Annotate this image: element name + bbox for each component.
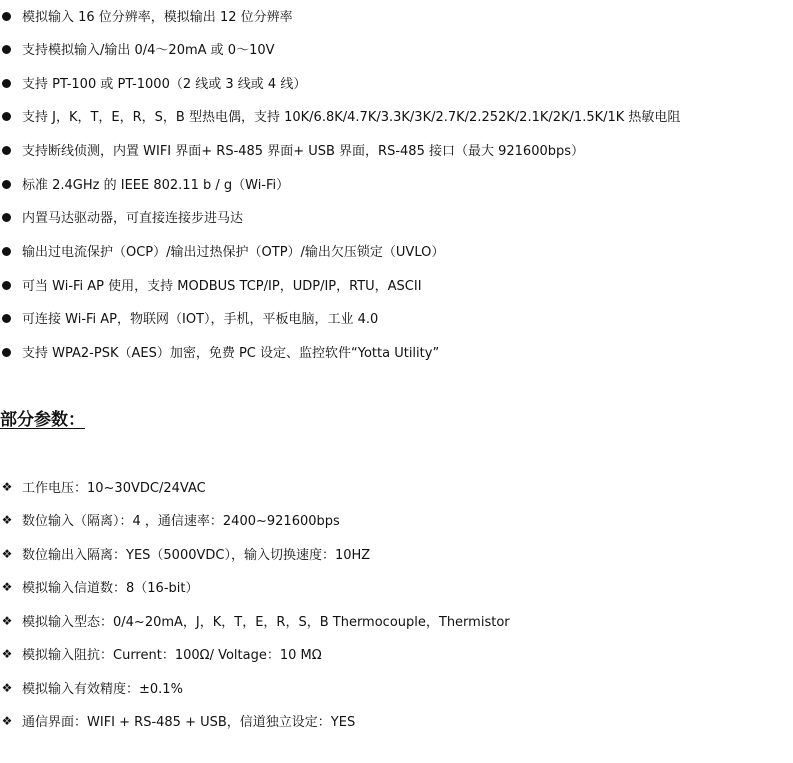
diamond-bullet-icon: ❖ xyxy=(1,647,13,661)
param-item xyxy=(0,471,206,505)
feature-text: 可连接 Wi-Fi AP，物联网（IOT），手机，平板电脑，工业 4.0 xyxy=(22,312,379,327)
feature-item xyxy=(0,236,444,270)
param-text: 模拟输入型态：0/4~20mA，J，K，T，E，R，S，B Thermocouple，Thermistor xyxy=(22,615,510,630)
bullet-icon xyxy=(2,314,11,323)
feature-item xyxy=(0,202,243,236)
feature-item xyxy=(0,303,378,337)
feature-item xyxy=(0,101,680,135)
bullet-icon xyxy=(2,146,11,155)
diamond-bullet-icon: ❖ xyxy=(1,580,13,594)
feature-text: 内置马达驱动器，可直接连接步进马达 xyxy=(22,211,244,226)
feature-item xyxy=(0,337,439,371)
feature-text: 支持模拟输入/输出 0/4～20mA 或 0～10V xyxy=(22,43,275,58)
feature-text: 支持 WPA2-PSK（AES）加密，免费 PC 设定、监控软件“Yotta Utility” xyxy=(22,346,440,361)
diamond-bullet-icon: ❖ xyxy=(1,614,13,628)
param-item xyxy=(0,605,510,639)
bullet-icon xyxy=(2,281,11,290)
param-text: 模拟输入阻抗：Current：100Ω/ Voltage：10 MΩ xyxy=(22,648,322,663)
diamond-bullet-icon: ❖ xyxy=(1,681,13,695)
diamond-bullet-icon: ❖ xyxy=(1,714,13,728)
param-item xyxy=(0,571,198,605)
param-text: 数位输入（隔离）：4 ，通信速率：2400~921600bps xyxy=(22,514,340,529)
bullet-icon xyxy=(2,247,11,256)
bullet-icon xyxy=(2,180,11,189)
feature-item xyxy=(0,68,306,102)
bullet-icon xyxy=(2,45,11,54)
param-item xyxy=(0,705,355,739)
feature-item xyxy=(0,135,584,169)
bullet-icon xyxy=(2,12,11,21)
bullet-icon xyxy=(2,79,11,88)
param-item xyxy=(0,504,340,538)
bullet-icon xyxy=(2,112,11,121)
diamond-bullet-icon: ❖ xyxy=(1,547,13,561)
feature-item xyxy=(0,1,293,35)
bullet-icon xyxy=(2,213,11,222)
param-text: 工作电压：10~30VDC/24VAC xyxy=(22,481,206,496)
feature-item xyxy=(0,169,289,203)
feature-item xyxy=(0,270,422,304)
feature-text: 输出过电流保护（OCP）/输出过热保护（OTP）/输出欠压锁定（UVLO） xyxy=(22,245,445,260)
diamond-bullet-icon: ❖ xyxy=(1,513,13,527)
param-text: 模拟输入信道数：8（16-bit） xyxy=(22,581,199,596)
feature-text: 可当 Wi-Fi AP 使用，支持 MODBUS TCP/IP，UDP/IP，RTU，ASCII xyxy=(22,279,422,294)
param-text: 模拟输入有效精度：±0.1% xyxy=(22,682,183,697)
param-item xyxy=(0,672,183,706)
param-item xyxy=(0,638,322,672)
param-item xyxy=(0,538,370,572)
param-text: 数位输出入隔离：YES（5000VDC），输入切换速度：10HZ xyxy=(22,548,371,563)
feature-text: 标准 2.4GHz 的 IEEE 802.11 b / g（Wi-Fi） xyxy=(22,178,290,193)
diamond-bullet-icon: ❖ xyxy=(1,480,13,494)
feature-text: 支持 PT-100 或 PT-1000（2 线或 3 线或 4 线） xyxy=(22,77,307,92)
param-text: 通信界面：WIFI + RS-485 + USB，信道独立设定：YES xyxy=(22,715,356,730)
bullet-icon xyxy=(2,348,11,357)
feature-text: 模拟输入 16 位分辨率，模拟输出 12 位分辨率 xyxy=(22,10,293,25)
feature-item xyxy=(0,34,275,68)
section-title: 部分参数： xyxy=(0,410,85,430)
feature-text: 支持 J，K，T，E，R，S，B 型热电偶，支持 10K/6.8K/4.7K/3.3K/3K/2.7K/2.252K/2.1K/2K/1.5K/1K 热敏电阻 xyxy=(22,110,681,125)
feature-text: 支持断线侦测，内置 WIFI 界面+ RS-485 界面+ USB 界面，RS-485 接口（最大 921600bps） xyxy=(22,144,585,159)
